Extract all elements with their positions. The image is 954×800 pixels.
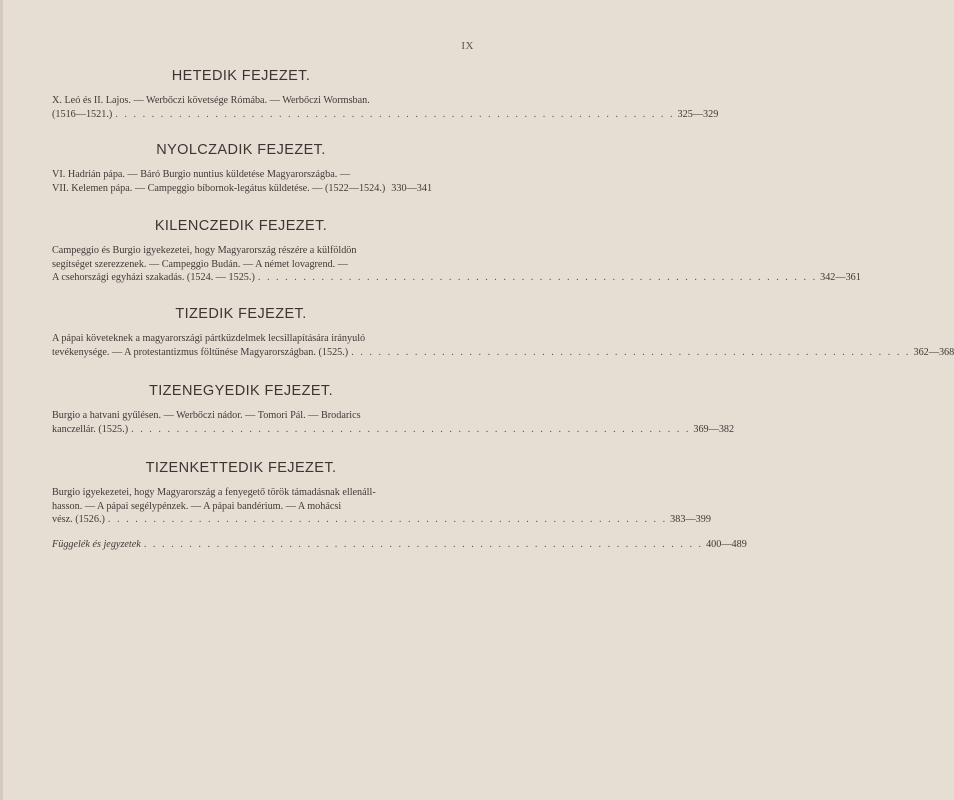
dot-leader: . . . . . . . . . . . . . . . . . . . . . . . . . . . . . . . . . . . . . . . . . . . . . . . . . . . . . . . . . . . . . . bbox=[107, 514, 668, 526]
chapter-entry bbox=[52, 332, 954, 359]
chapter-title: NYOLCZADIK FEJEZET. bbox=[156, 142, 326, 158]
entry-last-line bbox=[52, 108, 719, 122]
chapter-title: TIZEDIK FEJEZET. bbox=[175, 306, 307, 322]
chapter-entry bbox=[52, 168, 433, 195]
dot-leader: . . . . . . . . . . . . . . . . . . . . . . . . . . . . . . . . . . . . . . . . . . . . . . . . . . . . . . . . . . . . . . bbox=[351, 346, 911, 358]
chapter-title: TIZENKETTEDIK FEJEZET. bbox=[145, 460, 337, 476]
page-range: 369—382 bbox=[693, 423, 735, 435]
page-range: 383—399 bbox=[670, 514, 711, 526]
entry-line: segítséget szerezzenek. — Campeggio Budán. — A német lovagrend. — bbox=[52, 258, 348, 270]
chapter-entry bbox=[52, 486, 711, 527]
chapter-entry bbox=[52, 94, 719, 121]
appendix-label: Függelék és jegyzetek bbox=[52, 539, 141, 550]
chapter-title: TIZENEGYEDIK FEJEZET. bbox=[148, 383, 334, 399]
dot-leader: . . . . . . . . . . . . . . . . . . . . . . . . . . . . . . . . . . . . . . . . . . . . . . . . . . . . . . . . . . . . . . bbox=[115, 108, 675, 120]
chapter-block bbox=[52, 68, 719, 121]
entry-last-line bbox=[52, 513, 711, 527]
entry-line: (1516—1521.) bbox=[52, 108, 113, 120]
entry-line: A csehországi egyházi szakadás. (1524. — 1525.) bbox=[52, 272, 255, 284]
entry-last-line bbox=[52, 271, 861, 285]
entry-line: kanczellár. (1525.) bbox=[52, 423, 129, 435]
chapter-entry bbox=[52, 409, 735, 436]
dot-leader: . . . . . . . . . . . . . . . . . . . . . . . . . . . . . . . . . . . . . . . . . . . . . . . . . . . . . . . . . . . . . . bbox=[143, 539, 704, 550]
entry-line: VII. Kelemen pápa. — Campeggio bíbornok-legátus küldetése. — (1522—1524.) bbox=[52, 182, 386, 194]
dot-leader: . . . . . . . . . . . . . . . . . . . . . . . . . . . . . . . . . . . . . . . . . . . . . . . . . . . . . . . . . . . . . . bbox=[257, 272, 818, 284]
entry-last-line bbox=[52, 539, 747, 550]
entry-line: X. Leó és II. Lajos. — Werbőczi követsége Rómába. — Werbőczi Wormsban. bbox=[52, 95, 370, 106]
page-number: IX bbox=[461, 40, 474, 52]
chapter-block bbox=[52, 306, 954, 359]
page-range: 325—329 bbox=[677, 108, 719, 120]
page-range: 400—489 bbox=[706, 539, 747, 550]
entry-line: Burgio a hatvani gyűlésen. — Werbőczi nádor. — Tomori Pál. — Brodarics bbox=[52, 410, 361, 421]
appendix-entry bbox=[52, 539, 747, 550]
entry-line: VI. Hadrián pápa. — Báró Burgio nuntius küldetése Magyarországba. — bbox=[52, 169, 351, 180]
dot-leader: . . . . . . . . . . . . . . . . . . . . . . . . . . . . . . . . . . . . . . . . . . . . . . . . . . . . . . . . . . . . . . bbox=[131, 423, 691, 435]
entry-line: vész. (1526.) bbox=[52, 514, 105, 526]
entry-last-line bbox=[52, 423, 735, 437]
chapter-entry bbox=[52, 244, 861, 285]
entry-last-line bbox=[52, 346, 954, 360]
entry-last-line bbox=[52, 182, 433, 196]
chapter-title: KILENCZEDIK FEJEZET. bbox=[154, 218, 328, 234]
chapter-block bbox=[52, 460, 711, 527]
entry-line: hasson. — A pápai segélypénzek. — A pápai bandérium. — A mohácsi bbox=[52, 500, 342, 512]
page-range: 362—368 bbox=[913, 346, 954, 358]
page-range: 342—361 bbox=[820, 272, 861, 284]
entry-line: A pápai követeknek a magyarországi pártküzdelmek lecsillapítására irányuló bbox=[52, 333, 366, 344]
chapter-block bbox=[52, 142, 433, 195]
chapter-block bbox=[52, 383, 735, 436]
entry-line: Burgio igyekezetei, hogy Magyarország a fenyegető török támadásnak ellenáll- bbox=[52, 487, 376, 498]
page-fold-shadow bbox=[0, 0, 3, 800]
chapter-block bbox=[52, 218, 861, 285]
page-range: 330—341 bbox=[391, 182, 433, 194]
entry-line: tevékenysége. — A protestantizmus föltűnése Magyarországban. (1525.) bbox=[52, 346, 349, 358]
chapter-title: HETEDIK FEJEZET. bbox=[171, 68, 311, 84]
entry-line: Campeggio és Burgio igyekezetei, hogy Magyarország részére a külföldön bbox=[52, 245, 357, 256]
